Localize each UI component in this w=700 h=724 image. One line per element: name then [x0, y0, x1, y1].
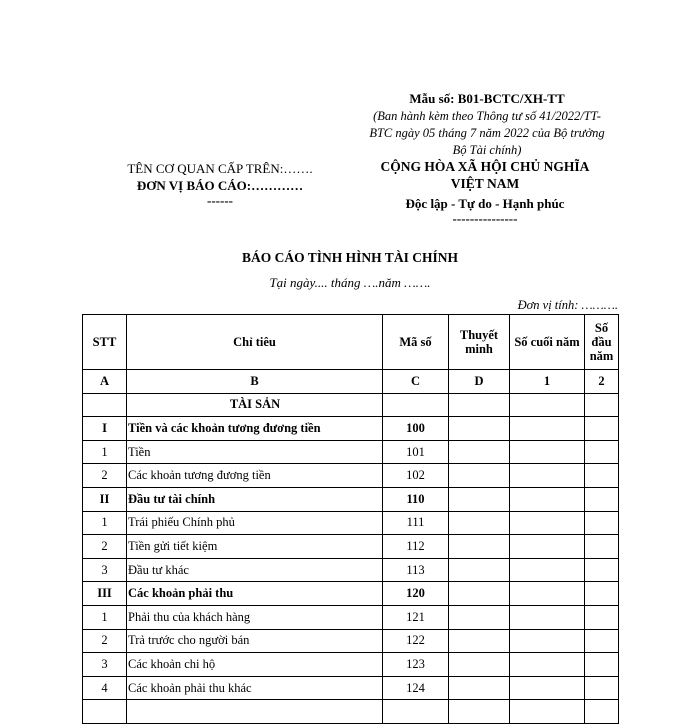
superior-agency: TÊN CƠ QUAN CẤP TRÊN:……. — [127, 161, 313, 176]
row-stt: 4 — [83, 676, 127, 700]
report-title: BÁO CÁO TÌNH HÌNH TÀI CHÍNH — [242, 250, 458, 265]
row-begin-balance — [585, 582, 619, 606]
row-code: 120 — [383, 582, 449, 606]
row-begin-balance — [585, 417, 619, 441]
row-indicator — [127, 700, 383, 724]
row-end-balance — [510, 464, 585, 488]
column-letter-stt: A — [83, 370, 127, 394]
row-stt: 1 — [83, 605, 127, 629]
row-note — [449, 440, 510, 464]
row-begin-balance — [585, 487, 619, 511]
row-stt: 3 — [83, 653, 127, 677]
row-indicator: Các khoản phải thu — [127, 582, 383, 606]
column-header-end-balance: Số cuối năm — [510, 315, 585, 370]
row-code: 112 — [383, 535, 449, 559]
row-stt: I — [83, 417, 127, 441]
national-motto: Độc lập - Tự do - Hạnh phúc — [405, 196, 565, 211]
column-letter-note: D — [449, 370, 510, 394]
row-note — [449, 582, 510, 606]
row-end-balance — [510, 582, 585, 606]
row-begin-balance — [585, 629, 619, 653]
row-stt: II — [83, 487, 127, 511]
row-note — [449, 393, 510, 417]
row-indicator: Phải thu của khách hàng — [127, 605, 383, 629]
row-code — [383, 700, 449, 724]
row-end-balance — [510, 417, 585, 441]
form-code: Mẫu số: B01-BCTC/XH-TT — [409, 91, 565, 106]
row-code: 102 — [383, 464, 449, 488]
row-stt: 3 — [83, 558, 127, 582]
row-code: 101 — [383, 440, 449, 464]
left-divider: ------ — [207, 193, 233, 208]
row-end-balance — [510, 558, 585, 582]
row-end-balance — [510, 629, 585, 653]
currency-unit-label: Đơn vị tính: ………. — [517, 298, 618, 312]
row-end-balance — [510, 535, 585, 559]
regulation-note-line-3: Bộ Tài chính) — [452, 143, 522, 157]
table-row — [83, 417, 619, 441]
column-letter-end-balance: 1 — [510, 370, 585, 394]
regulation-note-line-2: BTC ngày 05 tháng 7 năm 2022 của Bộ trưởng — [369, 126, 605, 140]
table-row — [83, 582, 619, 606]
regulation-note-line-1: (Ban hành kèm theo Thông tư số 41/2022/TT- — [373, 109, 601, 123]
row-note — [449, 700, 510, 724]
table-row — [83, 440, 619, 464]
table-body — [83, 393, 619, 723]
row-begin-balance — [585, 676, 619, 700]
row-code: 111 — [383, 511, 449, 535]
row-note — [449, 511, 510, 535]
table-row — [83, 629, 619, 653]
row-stt: III — [83, 582, 127, 606]
row-begin-balance — [585, 535, 619, 559]
table-row — [83, 676, 619, 700]
nation-name-line-2: VIỆT NAM — [450, 176, 520, 191]
national-header — [370, 158, 600, 226]
row-begin-balance — [585, 653, 619, 677]
row-end-balance — [510, 676, 585, 700]
financial-report-table — [82, 314, 619, 724]
row-code: 122 — [383, 629, 449, 653]
column-header-note: Thuyết minh — [449, 315, 510, 370]
row-note — [449, 605, 510, 629]
agency-block — [100, 160, 340, 208]
row-note — [449, 629, 510, 653]
row-indicator: Các khoản chi hộ — [127, 653, 383, 677]
row-indicator: Đầu tư tài chính — [127, 487, 383, 511]
table-row — [83, 700, 619, 724]
column-header-begin-balance: Số đầu năm — [585, 315, 619, 370]
row-end-balance — [510, 653, 585, 677]
column-header-indicator: Chỉ tiêu — [127, 315, 383, 370]
right-divider: --------------- — [452, 211, 518, 226]
table-row — [83, 653, 619, 677]
row-code: 121 — [383, 605, 449, 629]
table-row — [83, 558, 619, 582]
row-end-balance — [510, 511, 585, 535]
row-indicator: Trả trước cho người bán — [127, 629, 383, 653]
row-stt: 1 — [83, 511, 127, 535]
row-indicator: Tiền và các khoản tương đương tiền — [127, 417, 383, 441]
column-header-code: Mã số — [383, 315, 449, 370]
row-end-balance — [510, 393, 585, 417]
table-row — [83, 487, 619, 511]
table-row — [83, 511, 619, 535]
row-indicator: Các khoản phải thu khác — [127, 676, 383, 700]
row-begin-balance — [585, 440, 619, 464]
row-stt: 2 — [83, 535, 127, 559]
reporting-unit: ĐƠN VỊ BÁO CÁO:………… — [136, 178, 304, 193]
row-end-balance — [510, 487, 585, 511]
row-note — [449, 417, 510, 441]
row-indicator: Tiền — [127, 440, 383, 464]
row-begin-balance — [585, 700, 619, 724]
row-begin-balance — [585, 393, 619, 417]
row-stt: 2 — [83, 629, 127, 653]
table-header-row — [83, 315, 619, 370]
row-note — [449, 535, 510, 559]
row-indicator: Trái phiếu Chính phủ — [127, 511, 383, 535]
row-note — [449, 464, 510, 488]
row-begin-balance — [585, 464, 619, 488]
row-code: 113 — [383, 558, 449, 582]
row-note — [449, 487, 510, 511]
form-code-block — [358, 90, 616, 159]
row-code — [383, 393, 449, 417]
row-end-balance — [510, 700, 585, 724]
row-end-balance — [510, 605, 585, 629]
row-begin-balance — [585, 605, 619, 629]
row-note — [449, 558, 510, 582]
row-indicator: Tiền gửi tiết kiệm — [127, 535, 383, 559]
row-stt — [83, 700, 127, 724]
column-letter-code: C — [383, 370, 449, 394]
row-stt: 2 — [83, 464, 127, 488]
row-note — [449, 676, 510, 700]
report-date-line: Tại ngày.... tháng ….năm ……. — [269, 275, 431, 290]
row-indicator: TÀI SẢN — [127, 393, 383, 417]
row-indicator: Đầu tư khác — [127, 558, 383, 582]
column-header-stt: STT — [83, 315, 127, 370]
row-begin-balance — [585, 511, 619, 535]
row-indicator: Các khoản tương đương tiền — [127, 464, 383, 488]
table-row — [83, 605, 619, 629]
table-row — [83, 393, 619, 417]
row-end-balance — [510, 440, 585, 464]
nation-name-line-1: CỘNG HÒA XÃ HỘI CHỦ NGHĨA — [380, 159, 590, 174]
table-row — [83, 464, 619, 488]
table-row — [83, 535, 619, 559]
row-stt — [83, 393, 127, 417]
row-begin-balance — [585, 558, 619, 582]
row-note — [449, 653, 510, 677]
row-code: 124 — [383, 676, 449, 700]
row-code: 110 — [383, 487, 449, 511]
row-code: 100 — [383, 417, 449, 441]
column-letter-begin-balance: 2 — [585, 370, 619, 394]
column-letter-row — [83, 370, 619, 394]
row-stt: 1 — [83, 440, 127, 464]
row-code: 123 — [383, 653, 449, 677]
column-letter-indicator: B — [127, 370, 383, 394]
